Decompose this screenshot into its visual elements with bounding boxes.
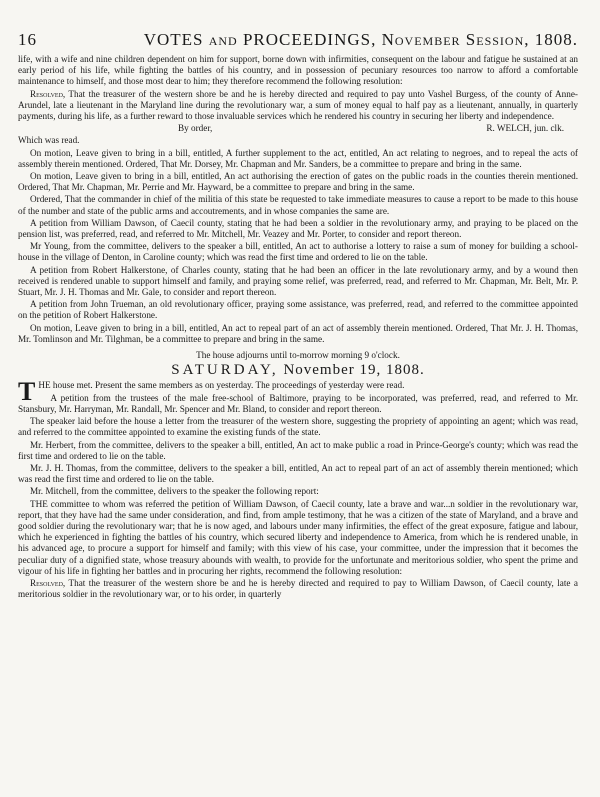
resolution-text: That the treasurer of the western shore be and he is hereby directed and required to pay to William Dawson, of Caecil county, late a meritorious soldier in the revolutionary war, or to his order, in quarterly: [18, 577, 579, 600]
running-head: [18, 30, 578, 50]
paragraph: On motion, Leave given to bring in a bill, entitled, A further supplement to the act, entitled, An act relating to negroes, and to repeal the acts of assembly therein mentioned. Ordered, That Mr. Dorsey, Mr. Chapman and Mr. Sanders, be a committee to prepare and bring in the same.: [18, 147, 578, 169]
document-page: [18, 30, 578, 601]
day-name: SATURDAY,: [171, 362, 279, 379]
resolution-paragraph: [18, 89, 578, 123]
day-date: November 19, 1808.: [283, 362, 425, 379]
day-heading: [18, 362, 578, 379]
signature-line: [18, 123, 578, 134]
paragraph: Mr. Herbert, from the committee, delivers to the speaker a bill, entitled, An act to make public a road in Prince-George's county; which was read the first time and ordered to lie on the table.: [18, 439, 578, 461]
paragraph: The speaker laid before the house a letter from the treasurer of the western shore, suggesting the propriety of appointing an agent; which was read, and referred to the committee appointed to examine the existing funds of the state.: [18, 416, 578, 438]
paragraph-text: HE house met. Present the same members as on yesterday. The proceedings of yesterday were read.: [38, 380, 405, 391]
paragraph: On motion, Leave given to bring in a bill, entitled, An act authorising the erection of gates on the public roads in the counties therein mentioned. Ordered, That Mr. Chapman, Mr. Perrie and Mr. Hayward, be a committee to prepare and bring in the same.: [18, 171, 578, 193]
resolved-label: Resolved,: [30, 88, 66, 99]
page-number: 16: [18, 30, 37, 49]
paragraph: A petition from Robert Halkerstone, of Charles county, stating that he had been an officer in the late revolutionary army, and by a wound then received is rendered unable to support himself and family, and praying some relief, was preferred, read, and referred to Mr. Chapman, Mr. Belt, Mr. P. Stuart, Mr. J. H. Thomas and Mr. Gale, to consider and report thereon.: [18, 264, 578, 298]
running-title: VOTES and PROCEEDINGS, November Session, 1808.: [143, 30, 578, 49]
resolution-text: That the treasurer of the western shore be and he is hereby directed and required to pay unto Vashel Burgess, of the county of Anne-Arundel, late a lieutenant in the Maryland line during the revolutionary war, a sum of money equal to half pay as a lieutenant, annually, in quarterly payments, during his life, as a further reward to those invaluable services which he rendered his country in securing her liberty and independence.: [18, 88, 578, 122]
report-paragraph: THE committee to whom was referred the petition of William Dawson, of Caecil county, late a brave and war...n soldier in the revolutionary war, report, that they have had the same under consideration, and find, from ample testimony, that he was a citizen of the state of Maryland, and a brave and good soldier during the revolutionary war; that he is now aged, and labours under many infirmities, the effect of the great exposure, fatigue and labour, which he experienced in fighting the battles of his country, which secured liberty and independence to America, from which he is rendered unable, in his advanced age, to procure a support for himself and family; with this view of his case, your committee, under the impression that it becomes the peculiar duty of a dignified state, whose treasury abounds with wealth, to provide for the unfortunate and meritorious soldier, who spent the prime and vigour of his life in fighting her battles and in procuring her rights, recommend the following resolution:: [18, 498, 578, 576]
paragraph: Mr. Mitchell, from the committee, delivers to the speaker the following report:: [30, 486, 319, 497]
paragraph: Ordered, That the commander in chief of the militia of this state be requested to take immediate measures to cause a report to be made to this house of the number and state of the public arms and accoutrements, and in whose companies the same are.: [18, 194, 578, 216]
drop-cap: T: [18, 377, 36, 407]
paragraph: A petition from John Trueman, an old revolutionary officer, praying some assistance, was preferred, read, and referred to the committee appointed on the petition of Robert Halkerstone.: [18, 299, 578, 321]
paragraph: A petition from William Dawson, of Caecil county, stating that he had been a soldier in the revolutionary army, and praying to be placed on the pension list, was preferred, read, and referred to Mr. Mitchell, Mr. Veazey and Mr. Porter, to consider and report thereon.: [18, 217, 578, 240]
clerk-signature: R. WELCH, jun. clk.: [486, 123, 564, 134]
by-order: By order,: [178, 123, 213, 134]
paragraph: Mr. J. H. Thomas, from the committee, delivers to the speaker a bill, entitled, An act to repeal part of an act of assembly therein mentioned; which was read the first time and ordered to lie on the table.: [18, 462, 578, 485]
paragraph: A petition from the trustees of the male free-school of Baltimore, praying to be incorporated, was preferred, read, and referred to Mr. Stansbury, Mr. Harryman, Mr. Randall, Mr. Spencer and Mr. Bland, to consider and report thereon.: [18, 392, 578, 414]
paragraph: Mr Young, from the committee, delivers to the speaker a bill, entitled, An act to authorise a lottery to raise a sum of money for building a school-house in the village of Denton, in Caroline county; which was read the first time and ordered to lie on the table.: [18, 241, 578, 263]
paragraph: On motion, Leave given to bring in a bill, entitled, An act to repeal part of an act of assembly therein mentioned. Ordered, That Mr. J. H. Thomas, Mr. Tomlinson and Mr. Tilghman, be a committee to prepare and bring in the same.: [18, 322, 578, 344]
paragraph: Which was read.: [18, 135, 80, 146]
adjourn-line: The house adjourns until to-morrow morning 9 o'clock.: [196, 350, 400, 361]
body-text: [18, 54, 578, 600]
resolved-label: Resolved,: [30, 577, 66, 588]
paragraph: life, with a wife and nine children dependent on him for support, borne down with infirmities, consequent on the labour and fatigue he sustained at an early period of his life, while fighting the battles of his country, and in possession of pecuniary resources too narrow to afford a comfortable maintenance to himself, and those most dear to him; they therefore recommend the following resolution:: [18, 54, 578, 87]
resolution-paragraph: [18, 578, 578, 600]
